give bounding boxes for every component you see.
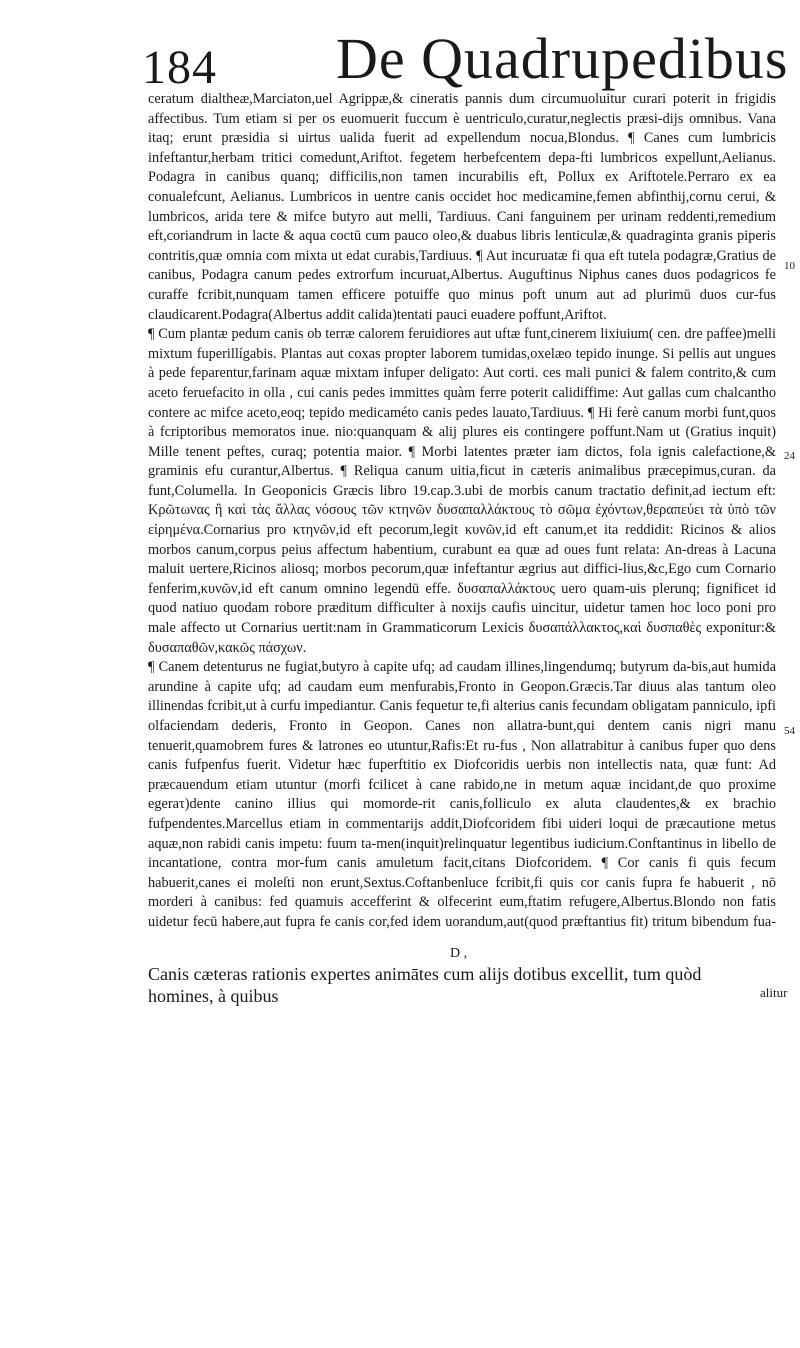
body-text [148, 90, 776, 930]
margin-note: 10 [784, 260, 795, 272]
next-section-line: Canis cæteras rationis expertes animātes cum alijs dotibus excellit, tum quòd homines, à quibus [148, 964, 702, 1006]
margin-note: 54 [784, 725, 795, 737]
paragraph: ceratum dialtheæ,Marciaton,uel Agrippæ,& cineratis pannis dum circumuoluitur curari poterit in frigidis affectibus. Tum etiam si per os euomuerit fuccum è uentriculo,curatur,neglectis præsi-dijs omnibus. Vana itaq; erunt præsidia si uirtus ualida fuerit ad expellendum nocua,Blondus. ¶ Canes cum lumbricis infeftantur,herbam tritici comedunt,Ariftot. fegetem herbefcentem depa-fti lumbricos expellunt,Aelianus. Podagra in canibus quanq; difficilis,non tamen incurabilis eft, Pollux ex Ariftotele.Perraro ex ea conualefcunt, Aelianus. Lumbricos in uentre canis occidet hoc medicamine,femen abfinthij,cornu cerui, & lumbricos, arida tere & mifce butyro aut melli, Tardiuus. Cani fanguinem per urinam reddenti,remedium eft,coriandrum in lacte & aqua coctū cum pauco oleo,& duabus libris lenticulæ,& quadraginta granis piperis contritis,quæ omnia com mixta ut edat curabis,Tardiuus. ¶ Aut incuruatæ fi qua eft tutela podagræ,Gratius de canibus, Podagra canum pedes extrorfum incuruat,Albertus. Auguftinus Niphus canes duos podagricos fe curaffe fcribit,nunquam tamen efficere potuiffe quo minus poft unum aut ad plurimū duos cur-fus claudicarent.Podagra(Albertus addit calida)tentati pauci euadere poffunt,Ariftot. [148, 91, 776, 323]
catchword: alitur [760, 985, 788, 1000]
running-title: De Quadrupedibus [336, 26, 789, 91]
page-header [0, 0, 800, 94]
signature-mark: D , [450, 946, 468, 961]
paragraph: ¶ Canem detenturus ne fugiat,butyro à capite ufq; ad caudam illines,lingendumq; butyrum da-bis,aut humida arundine à capite ufq; ad caudam eum menfurabis,Fronto in Geopon.Græcis.Tar diuus alas tantum oleo illinendas fcribit,ut à curfu impediantur. Canis fequetur te,fi alterius canis fecundam obligatam panniculo, ipfi olfaciendam dederis, Fronto in Geopon. Canes non allatra-bunt,qui dentem canis nigri manu tenuerit,quamobrem fures & latrones eo utuntur,Rafis:Et ru-fus , Non allatrabitur à canibus fuper quo dens canis fufpenfus fuerit. Videtur hæc fuperftitio ex Diofcoridis uerbis non intellectis nata, quæ funt: Ad præcauendum etiam utuntur (morfi fcilicet à cane rabido,ne in metum aquæ incidant,de quo proxime egeraτ)dente canino illius qui momorde-rit canis,folliculo ex aluta claudentes,& ex brachio fufpendentes.Marcellus etiam in commentarijs addit,Diofcoridem fibi uideri loqui de præcautione metus aquæ,non rabidi canis impetu: fuum ta-men(inquit)relinquatur legentibus iudicium.Conftantinus in libello de incantatione, contra mor-fum canis amuletum facit,citans Diofcoridem. ¶ Cor canis fi quis fecum habuerit,canes ei moleſti non erunt,Sextus.Coftanbenluce fcribit,fi quis cor canis fupra fe habuerit , nō morderi à canibus: fed quamuis accefferint & olfecerint eum,ftatim refugere,Albertus.Blondo non fatis uidetur fecū habere,aut fupra fe canis cor,fed idem uorandum,aut(quod præftantius fit) tritum bibendum fua- [148, 659, 776, 930]
paragraph: ¶ Cum plantæ pedum canis ob terræ calorem feruidiores aut uftæ funt,cinerem lixiuium( cen. dre paffee)melli mixtum fuperillígabis. Plantas aut coxas propter laborem tumidas,oxelæo tepido inunge. Si pellis aut ungues à pede feparentur,farinam aquæ mixtam infuper deligato: Aut corti. ces mali punici & falem contrito,& cum aceto feruefacito in olla , cui canis pedes immittes quàm ferre poterit calidiffime: Aut gallas cum chalcantho contere ac mifce aceto,eoq; tepido medicaméto canis pedes lauato,Tardiuus. ¶ Hi ferè canum morbi funt,quos à fcriptoribus memoratos inue. nio:quanquam & alij plures eis contingere poffunt.Nam ut (Gratius inquit) Mille tenent peftes, curaq; potentia maior. ¶ Morbi latentes præter iam dictos, fola ignis calefactione,& graminis efu curantur,Albertus. ¶ Reliqua canum uitia,ficut in cæteris animalibus præcepimus,curan. da funt,Columella. In Geoponicis Græcis libro 19.cap.3.ubi de morbis canum tractatio definit,ad iectum eft: Κρῶτωνας ἢ καὶ τὰς ἄλλας νόσους τῶν κτηνῶν δυσαπαλλάκτους τὸ σῶμα ἐχόντων,θεραπεύει τὰ ὑπὸ τῶν εἰρημένα.Cornarius pro κτηνῶν,id eft pecorum,legit κυνῶν,id eft canum,et ita reddidit: Ricinos & alios morbos canum,corpus peius affectum habentium, curabunt ea quæ ad oues funt relata: An-dreas à Lacuna maluit uertere,Ricinos aliosq; morbos pecorum,quæ infeftantur ægrius aut diffici-lius,&c,Ego cum Cornario fenferim,κυνῶν,id eft canum omnino legendū effe. δυσαπαλλάκτους uero quam-uis plerunq; fignificet id quod natiuo quodam robore præditum difficulter à noxijs caufis uincitur, uidetur tamen hoc loco poni pro male affecto ut Cornarius uertit:nam in Grammaticorum Lexicis δυσαπάλλακτος,καὶ δυσπαθὲς exponitur:& δυσαπαθῶν,κακῶς πάσχων. [148, 326, 776, 656]
margin-note: 24 [784, 450, 795, 462]
page-number: 184 [142, 41, 217, 94]
